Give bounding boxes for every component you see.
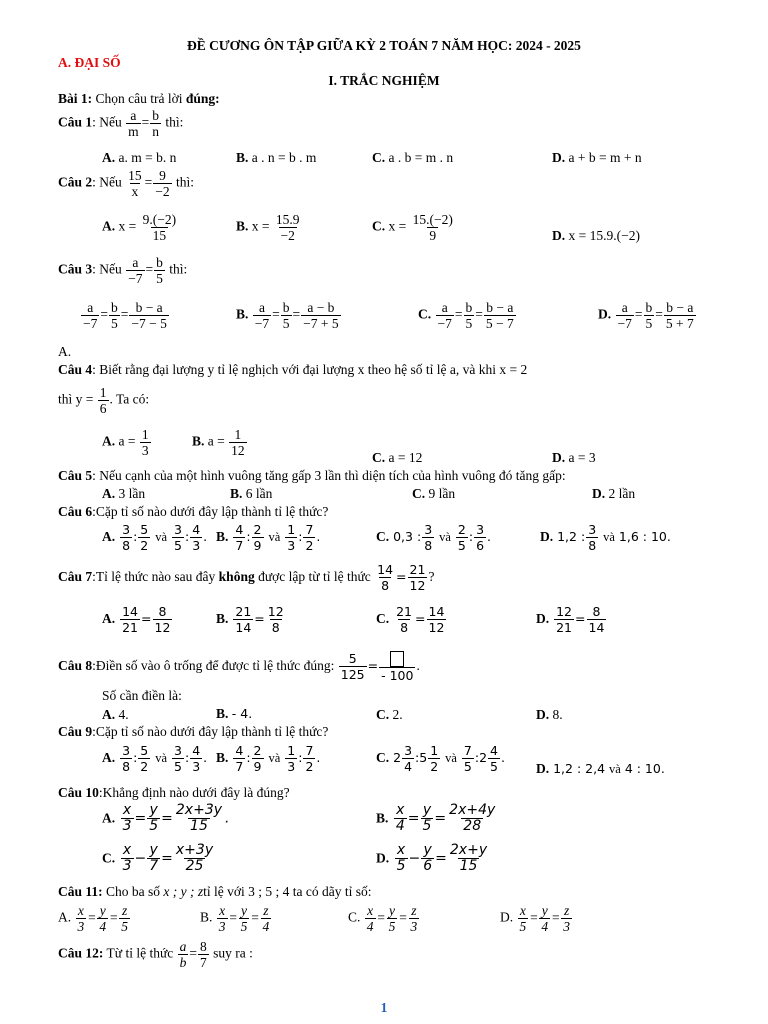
q3-stem: Câu 3: Nếu $\frac{a}{-7}$ = $\frac{b}{5}$ thì: <box>58 255 188 286</box>
q2-option-d[interactable]: D. x = 15.9.(−2) <box>552 228 640 243</box>
part-heading: I. TRẮC NGHIỆM <box>328 73 440 88</box>
doc-title: ĐỀ CƯƠNG ÔN TẬP GIỮA KỲ 2 TOÁN 7 NĂM HỌC: 2024 - 2025 <box>187 38 581 53</box>
q3-option-b[interactable]: B. $\frac{a}{-7}$ = $\frac{b}{5}$ = $\frac{a - b}{-7 + 5}$ <box>236 300 339 331</box>
q11-stem: Câu 11: Cho ba số x ; y ; ztỉ lệ với 3 ; 5 ; 4 ta có dãy tỉ số: <box>58 884 372 899</box>
q11-option-a[interactable]: A. $\frac{x}{3}$ = $\frac{y}{4}$ = $\frac{z}{5}$ <box>58 903 128 934</box>
q12-stem: Câu 12: Từ tỉ lệ thức $\frac{a}{b}$ = $\frac{8}{7}$ suy ra : <box>58 939 253 970</box>
q7-option-b[interactable]: B. $\frac{21}{14}$ = $\frac{12}{8}$ <box>216 604 284 635</box>
q9-option-a[interactable]: A. $\frac{3}{8}$ : $\frac{5}{2}$ và $\frac{3}{5}$ : $\frac{4}{3}$ . <box>102 743 208 774</box>
q10-stem: Câu 10:Khẳng định nào dưới đây là đúng? <box>58 785 290 800</box>
q11-option-c[interactable]: C. $\frac{x}{4}$ = $\frac{y}{5}$ = $\frac{z}{3}$ <box>348 903 418 934</box>
q10-option-d[interactable]: D. $\frac{x}{5}$ − $\frac{y}{6}$ = $\frac{2x+y}{15}$ <box>376 842 488 874</box>
q7-option-c[interactable]: C. $\frac{21}{8}$ = $\frac{14}{12}$ <box>376 604 445 635</box>
q11-option-d[interactable]: D. $\frac{x}{5}$ = $\frac{y}{4}$ = $\frac{z}{3}$ <box>500 903 570 934</box>
q3-option-c[interactable]: C. $\frac{a}{-7}$ = $\frac{b}{5}$ = $\frac{b - a}{5 - 7}$ <box>418 300 514 331</box>
q4-stem: Câu 4: Biết rằng đại lượng y tỉ lệ nghịch với đại lượng x theo hệ số tỉ lệ a, và khi x = 2 <box>58 362 528 377</box>
blank-box[interactable] <box>390 651 404 667</box>
q8-option-d[interactable]: D. 8. <box>536 707 563 722</box>
q5-option-c[interactable]: C. 9 lần <box>412 486 456 501</box>
page-number: 1 <box>380 1000 388 1015</box>
q11-option-b[interactable]: B. $\frac{x}{3}$ = $\frac{y}{5}$ = $\frac{z}{4}$ <box>200 903 270 934</box>
q5-option-d[interactable]: D. 2 lần <box>592 486 636 501</box>
q1-option-a[interactable]: A. a. m = b. n <box>102 150 177 165</box>
q4-option-d[interactable]: D. a = 3 <box>552 450 596 465</box>
q6-option-d[interactable]: D. 1,2 : $\frac{3}{8}$ và 1,6 : 10. <box>540 522 671 553</box>
q6-stem: Câu 6:Cặp tỉ số nào dưới đây lập thành tỉ lệ thức? <box>58 504 329 519</box>
section-heading: A. ĐẠI SỐ <box>58 55 121 70</box>
q6-option-b[interactable]: B. $\frac{4}{7}$ : $\frac{2}{9}$ và $\frac{1}{3}$ : $\frac{7}{2}$ . <box>216 522 321 553</box>
q1-option-b[interactable]: B. a . n = b . m <box>236 150 317 165</box>
q7-option-a[interactable]: A. $\frac{14}{21}$ = $\frac{8}{12}$ <box>102 604 171 635</box>
q3-option-d[interactable]: D. $\frac{a}{-7}$ = $\frac{b}{5}$ = $\frac{b - a}{5 + 7}$ <box>598 300 694 331</box>
q9-stem: Câu 9:Cặp tỉ số nào dưới đây lập thành tỉ lệ thức? <box>58 724 329 739</box>
q2-stem: Câu 2: Nếu $\frac{15}{x}$ = $\frac{9}{-2}$ thì: <box>58 168 195 199</box>
q3-stray-label: A. <box>58 344 72 359</box>
q3-option-a[interactable]: $\frac{a}{-7}$ = $\frac{b}{5}$ = $\frac{b - a}{-7 - 5}$ <box>83 300 167 331</box>
q2-option-a[interactable]: A. x = $\frac{9.(-2)}{15}$ <box>102 212 177 243</box>
q4-option-c[interactable]: C. a = 12 <box>372 450 423 465</box>
q4-stem-2: thì y = $\frac{1}{6}$ . Ta có: <box>58 385 150 416</box>
q4-option-b[interactable]: B. a = $\frac{1}{12}$ <box>192 427 245 458</box>
bai1-line: Bài 1: Chọn câu trả lời đúng: <box>58 91 220 106</box>
q2-option-c[interactable]: C. x = $\frac{15.(-2)}{9}$ <box>372 212 453 243</box>
q6-option-c[interactable]: C. 0,3 : $\frac{3}{8}$ và $\frac{2}{5}$ : $\frac{3}{6}$ . <box>376 522 492 553</box>
q9-option-b[interactable]: B. $\frac{4}{7}$ : $\frac{2}{9}$ và $\frac{1}{3}$ : $\frac{7}{2}$ . <box>216 743 321 774</box>
q10-option-c[interactable]: C. $\frac{x}{3}$ − $\frac{y}{7}$ = $\frac{x+3y}{25}$ <box>102 842 214 874</box>
q1-stem: Câu 1: Nếu $\frac{a}{m}$ = $\frac{b}{n}$ thì: <box>58 108 184 139</box>
q7-stem: Câu 7:Tỉ lệ thức nào sau đây không được lập từ tỉ lệ thức $\frac{14}{8}$ = $\frac{21}{12}$ ? <box>58 562 435 593</box>
q9-option-d[interactable]: D. 1,2 : 2,4 và 4 : 10. <box>536 761 665 776</box>
q8-sub: Số cần điền là: <box>102 688 182 703</box>
q10-option-b[interactable]: B. $\frac{x}{4}$ = $\frac{y}{5}$ = $\frac{2x+4y}{28}$ <box>376 802 496 834</box>
q8-stem: Câu 8:Điền số vào ô trống để được tỉ lệ thức đúng: $\frac{5}{125}$ = - 100 . <box>58 650 420 683</box>
q5-option-b[interactable]: B. 6 lần <box>230 486 273 501</box>
q9-option-c[interactable]: C. 2 $\frac{3}{4}$ :5 $\frac{1}{2}$ và $\frac{7}{5}$ :2 $\frac{4}{5}$ . <box>376 743 505 774</box>
q1-option-d[interactable]: D. a + b = m + n <box>552 150 642 165</box>
q1-option-c[interactable]: C. a . b = m . n <box>372 150 454 165</box>
q4-option-a[interactable]: A. a = $\frac{1}{3}$ <box>102 427 149 458</box>
q5-stem: Câu 5: Nếu cạnh của một hình vuông tăng gấp 3 lần thì diện tích của hình vuông đó tăng gấp: <box>58 468 566 483</box>
q8-option-c[interactable]: C. 2. <box>376 707 403 722</box>
q8-option-a[interactable]: A. 4. <box>102 707 129 722</box>
q5-option-a[interactable]: A. 3 lần <box>102 486 146 501</box>
q6-option-a[interactable]: A. $\frac{3}{8}$ : $\frac{5}{2}$ và $\frac{3}{5}$ : $\frac{4}{3}$ . <box>102 522 208 553</box>
q8-option-b[interactable]: B. - 4. <box>216 706 253 721</box>
q7-option-d[interactable]: D. $\frac{12}{21}$ = $\frac{8}{14}$ <box>536 604 605 635</box>
q2-option-b[interactable]: B. x = $\frac{15.9}{-2}$ <box>236 212 300 243</box>
q10-option-a[interactable]: A. $\frac{x}{3}$ = $\frac{y}{5}$ = $\frac{2x+3y}{15}$ . <box>102 802 230 834</box>
